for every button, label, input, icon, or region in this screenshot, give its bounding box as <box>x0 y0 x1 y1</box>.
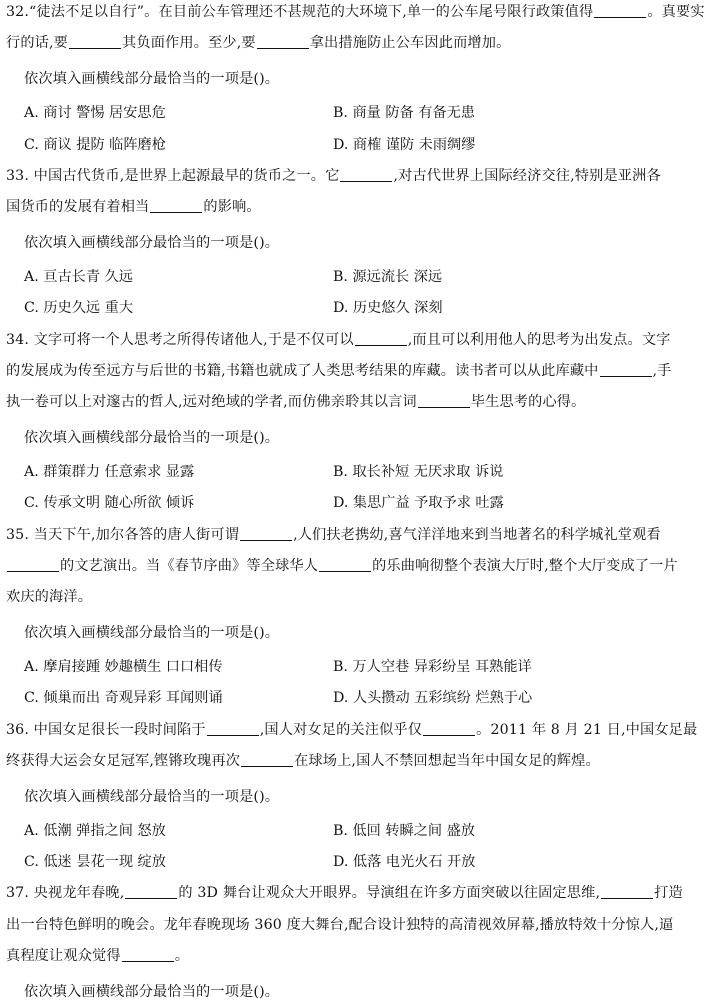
question-prompt: 依次填入画横线部分最恰当的一项是()。 <box>24 625 280 641</box>
question-text: 的影响。 <box>203 199 261 215</box>
answer-option: C. 历史久远 重大 <box>24 300 134 317</box>
question-text: ,手 <box>652 362 672 379</box>
question-text: 拿出措施防止公车因此而增加。 <box>309 35 511 52</box>
question-text: 35. 当天下午,加尔各答的唐人街可谓 <box>6 526 240 543</box>
answer-option: C. 商议 提防 临阵磨枪 <box>24 136 166 153</box>
question-text: 其负面作用。至少,要 <box>122 35 256 52</box>
fill-blank <box>7 557 59 572</box>
question-text: 行的话,要 <box>6 35 69 52</box>
question-prompt: 依次填入画横线部分最恰当的一项是()。 <box>24 983 280 1000</box>
fill-blank <box>601 884 653 899</box>
question-text-line <box>6 946 189 966</box>
answer-option: B. 源远流长 深远 <box>333 269 443 286</box>
question-text: 的乐曲响彻整个表演大厅时,整个大厅变成了一片 <box>372 557 678 574</box>
question-text: 33. 中国古代货币,是世界上起源最早的货币之一。它 <box>6 167 340 184</box>
question-text: 真程度让观众觉得 <box>6 947 121 964</box>
question-text: 37. 央视龙年春晚, <box>6 885 125 902</box>
question-text: 终获得大运会女足冠军,铿锵玫瑰再次 <box>6 752 241 769</box>
question-text: 的文艺演出。当《春节序曲》等全球华人 <box>60 557 319 574</box>
answer-option: A. 亘古长青 久远 <box>24 269 133 286</box>
question-text-line <box>6 751 600 771</box>
answer-option: D. 低落 电光火石 开放 <box>333 854 476 871</box>
question-text-line <box>6 883 683 903</box>
question-text: 32.“徒法不足以自行”。在目前公车管理还不甚规范的大环境下,单一的公车尾号限行政策值得 <box>6 4 594 20</box>
fill-blank <box>241 752 293 767</box>
question-text: 34. 文字可将一个人思考之所得传诸他人,于是不仅可以 <box>6 331 354 348</box>
answer-option: D. 历史悠久 深刻 <box>333 300 443 317</box>
answer-option: A. 摩肩接踵 妙趣横生 口口相传 <box>24 659 223 676</box>
question-text: 出一台特色鲜明的晚会。龙年春晚现场 360 度大舞台,配合设计独特的高清视效屏幕,播放特效十分惊人,逼 <box>6 916 674 933</box>
question-text: 的 3D 舞台让观众大开眼界。导演组在许多方面突破以往固定思维, <box>178 885 601 902</box>
answer-option: B. 取长补短 无厌求取 诉说 <box>333 464 504 481</box>
answer-option: B. 商量 防备 有备无患 <box>333 105 475 122</box>
question-text-line <box>6 361 672 381</box>
fill-blank <box>418 393 470 408</box>
fill-blank <box>340 167 392 182</box>
question-text-line <box>6 330 671 350</box>
question-text: 国货币的发展有着相当 <box>6 199 150 215</box>
question-text-line <box>6 197 261 217</box>
question-text: 。 <box>174 947 190 964</box>
question-text-line <box>6 720 697 740</box>
fill-blank <box>240 526 292 541</box>
question-text-line <box>6 166 661 186</box>
fill-blank <box>594 3 646 18</box>
fill-blank <box>122 947 174 962</box>
fill-blank <box>125 884 177 899</box>
fill-blank <box>207 721 259 736</box>
question-text: 36. 中国女足很长一段时间陷于 <box>6 721 206 738</box>
question-text: 毕生思考的心得。 <box>470 394 586 410</box>
question-prompt: 依次填入画横线部分最恰当的一项是()。 <box>24 235 280 251</box>
question-prompt: 依次填入画横线部分最恰当的一项是()。 <box>24 788 280 805</box>
answer-option: C. 传承文明 随心所欲 倾诉 <box>24 495 195 512</box>
question-text-line <box>6 525 661 545</box>
question-text: ,人们扶老携幼,喜气洋洋地来到当地著名的科学城礼堂观看 <box>293 526 661 543</box>
answer-option: B. 低回 转瞬之间 盛放 <box>333 823 475 839</box>
answer-option: C. 倾巢而出 奇观异彩 耳闻则诵 <box>24 690 223 707</box>
question-prompt: 依次填入画横线部分最恰当的一项是()。 <box>24 71 280 88</box>
question-text-line <box>6 587 92 607</box>
question-text-line <box>6 392 585 412</box>
question-text: ,国人对女足的关注似乎仅 <box>259 721 423 738</box>
question-text-line <box>6 915 673 935</box>
fill-blank <box>423 721 475 736</box>
question-text: 的发展成为传至远方与后世的书籍,书籍也就成了人类思考结果的库藏。读书者可以从此库藏中 <box>6 362 599 379</box>
question-text: ,而且可以利用他人的思考为出发点。文字 <box>407 331 671 348</box>
fill-blank <box>600 362 652 377</box>
answer-option: D. 人头攒动 五彩缤纷 烂熟于心 <box>333 690 533 707</box>
fill-blank <box>319 557 371 572</box>
question-text: 打造 <box>654 885 683 902</box>
question-text-line <box>6 556 678 576</box>
fill-blank <box>257 34 309 49</box>
question-text: 在球场上,国人不禁回想起当年中国女足的辉煌。 <box>294 752 600 769</box>
answer-option: C. 低迷 昙花一现 绽放 <box>24 854 166 871</box>
answer-option: A. 低潮 弹指之间 怒放 <box>24 823 166 839</box>
question-text: 欢庆的海洋。 <box>6 589 93 605</box>
question-prompt: 依次填入画横线部分最恰当的一项是()。 <box>24 430 280 446</box>
question-text: 。真要实 <box>647 4 705 20</box>
question-text: 。2011 年 8 月 21 日,中国女足最 <box>476 721 698 738</box>
question-text: 执一卷可以上对邃古的哲人,远对绝域的学者,而仿佛亲聆其以言词 <box>6 394 417 410</box>
question-text-line <box>6 33 510 53</box>
answer-option: B. 万人空巷 异彩纷呈 耳熟能详 <box>333 659 532 676</box>
question-text-line <box>6 2 705 22</box>
fill-blank <box>69 34 121 49</box>
answer-option: D. 商榷 谨防 未雨绸缪 <box>333 136 476 153</box>
answer-option: D. 集思广益 予取予求 吐露 <box>333 495 504 512</box>
answer-option: A. 群策群力 任意索求 显露 <box>24 464 195 481</box>
fill-blank <box>355 331 407 346</box>
question-text: ,对古代世界上国际经济交往,特别是亚洲各 <box>393 167 661 184</box>
answer-option: A. 商讨 警惕 居安思危 <box>24 105 166 122</box>
fill-blank <box>150 198 202 213</box>
